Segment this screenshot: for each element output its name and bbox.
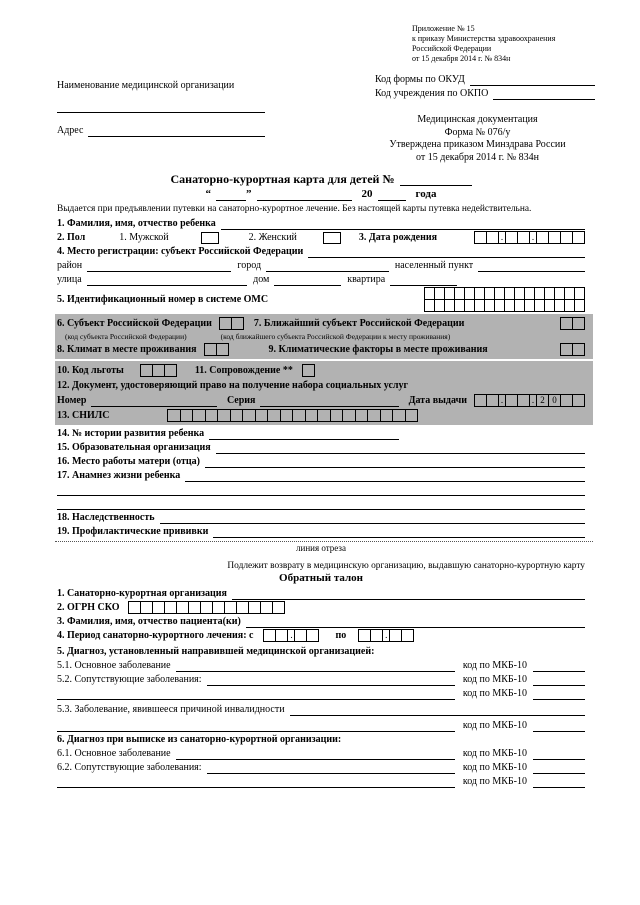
box-cell[interactable] xyxy=(305,409,319,422)
talon-5-label: 5. Диагноз, установленный направившей медицинской организацией: xyxy=(57,646,375,657)
field-12-label: 12. Документ, удостоверяющий право на получение набора социальных услуг xyxy=(57,380,409,391)
district-label: район xyxy=(57,260,83,271)
talon-5-3-line[interactable] xyxy=(290,703,585,716)
field-17-cont-line[interactable] xyxy=(57,483,585,496)
female-label: 2. Женский xyxy=(248,232,297,243)
field-6-boxes[interactable] xyxy=(219,317,244,330)
appendix-line: Приложение № 15 xyxy=(412,24,475,33)
apt-line[interactable] xyxy=(390,273,457,286)
talon-1-line[interactable] xyxy=(232,587,585,600)
box-cell[interactable]: . xyxy=(498,394,506,407)
org-name-label: Наименование медицинской организации xyxy=(57,80,235,91)
talon-6-1-row xyxy=(57,747,585,760)
okud-label: Код формы по ОКУД xyxy=(375,74,465,85)
talon-6-2-label: 6.2. Сопутствующие заболевания: xyxy=(57,762,202,773)
field-19-label: 19. Профилактические прививки xyxy=(57,526,209,537)
field-8-label: 8. Климат в месте проживания xyxy=(57,344,197,355)
box-cell[interactable] xyxy=(323,232,341,244)
ogrn-boxes[interactable] xyxy=(128,601,285,614)
sex-label: 2. Пол xyxy=(57,232,86,243)
talon-5-2-line[interactable] xyxy=(207,673,455,686)
field-1-line[interactable] xyxy=(221,217,585,230)
talon-6-heading xyxy=(57,733,585,746)
box-cell[interactable] xyxy=(572,231,585,244)
icd-label: код по МКБ-10 xyxy=(462,688,527,699)
talon-5-3-cont-row xyxy=(57,719,585,732)
icd-label: код по МКБ-10 xyxy=(462,720,527,731)
box-cell[interactable]: 2 xyxy=(536,394,549,407)
okud-row xyxy=(375,73,595,86)
field-8-boxes[interactable] xyxy=(204,343,229,356)
talon-title: Обратный талон xyxy=(279,572,363,584)
icd-code-line[interactable] xyxy=(533,747,585,760)
field-2-3-sex-dob xyxy=(57,231,585,244)
talon-5-2-label: 5.2. Сопутствующие заболевания: xyxy=(57,674,202,685)
field-14-line[interactable] xyxy=(209,427,399,440)
field-15-label: 15. Образовательная организация xyxy=(57,442,211,453)
box-cell[interactable] xyxy=(216,343,229,356)
field-12-detail-row xyxy=(57,394,585,407)
appendix-line: от 15 декабря 2014 г. № 834н xyxy=(412,54,511,63)
box-cell[interactable]: . xyxy=(498,231,506,244)
field-11-box[interactable] xyxy=(302,364,315,377)
talon-3-line[interactable] xyxy=(246,615,585,628)
org-name-line[interactable] xyxy=(57,100,265,113)
icd-label: код по МКБ-10 xyxy=(462,762,527,773)
field-1-label: 1. Фамилия, имя, отчество ребенка xyxy=(57,218,216,229)
talon-5-2-cont-row xyxy=(57,687,585,700)
box-cell[interactable] xyxy=(217,409,231,422)
box-cell[interactable] xyxy=(367,409,381,422)
apt-label: квартира xyxy=(347,274,386,285)
city-line[interactable] xyxy=(266,259,389,272)
field-7-note: (код ближайшего субъекта Российской Федерации к месту проживания) xyxy=(220,332,451,341)
talon-5-heading xyxy=(57,645,585,658)
icd-label: код по МКБ-10 xyxy=(462,674,527,685)
year-prefix: 20 xyxy=(361,188,373,200)
talon-5-1-row xyxy=(57,659,585,672)
field-5-oms xyxy=(57,287,585,312)
okpo-row xyxy=(375,87,595,100)
icd-code-line[interactable] xyxy=(533,673,585,686)
box-cell[interactable] xyxy=(280,409,294,422)
form-title: Санаторно-курортная карта для детей № xyxy=(170,172,395,186)
talon-6-2-line[interactable] xyxy=(207,761,455,774)
box-cell[interactable] xyxy=(164,364,177,377)
box-cell[interactable] xyxy=(401,629,414,642)
box-cell[interactable] xyxy=(392,409,406,422)
box-cell[interactable]: 0 xyxy=(548,394,561,407)
box-cell[interactable] xyxy=(292,409,306,422)
box-cell[interactable] xyxy=(572,343,585,356)
talon-6-label: 6. Диагноз при выписке из санаторно-курортной организации: xyxy=(57,734,342,745)
okpo-line[interactable] xyxy=(493,87,595,100)
gray-section-6-9 xyxy=(55,314,593,359)
icd-label: код по МКБ-10 xyxy=(462,748,527,759)
okud-block xyxy=(375,73,595,101)
settlement-label: населенный пункт xyxy=(394,260,474,271)
return-note: Подлежит возврату в медицинскую организацию, выдавшую санаторно-курортную карту xyxy=(227,561,585,571)
talon-3-row xyxy=(57,615,585,628)
box-cell[interactable] xyxy=(167,409,181,422)
field-14-row xyxy=(57,427,585,440)
field-5-label: 5. Идентификационный номер в системе ОМС xyxy=(57,294,269,305)
field-4-region xyxy=(57,245,585,258)
box-cell[interactable] xyxy=(255,409,269,422)
field-16-line[interactable] xyxy=(205,455,585,468)
talon-4-row xyxy=(57,629,585,642)
field-17-label: 17. Анамнез жизни ребенка xyxy=(57,470,181,481)
icd-label: код по МКБ-10 xyxy=(462,660,527,671)
address-row xyxy=(57,124,265,137)
box-cell[interactable] xyxy=(572,317,585,330)
field-4-label: 4. Место регистрации: субъект Российской Федерации xyxy=(57,246,304,257)
box-cell[interactable]: . xyxy=(529,231,537,244)
period-to-label: по xyxy=(335,630,347,641)
address-label: Адрес xyxy=(57,125,84,136)
box-cell[interactable] xyxy=(201,232,219,244)
appendix-line: к приказу Министерства здравоохранения xyxy=(412,34,556,43)
talon-5-3-label: 5.3. Заболевание, явившееся причиной инвалидности xyxy=(57,704,285,715)
field-15-line[interactable] xyxy=(216,441,585,454)
field-18-line[interactable] xyxy=(160,511,585,524)
field-17-cont-row-1 xyxy=(57,483,585,496)
doc-number-label: Номер xyxy=(57,395,87,406)
field-10-label: 10. Код льготы xyxy=(57,365,124,376)
form-subtitle: Выдается при предъявлении путевки на санаторно-курортное лечение. Без настоящей карты путевка недействительна. xyxy=(57,204,532,214)
box-cell[interactable] xyxy=(355,409,369,422)
icd-code-line[interactable] xyxy=(533,719,585,732)
doc-series-line[interactable] xyxy=(260,394,398,407)
street-line[interactable] xyxy=(87,273,247,286)
field-13-label: 13. СНИЛС xyxy=(57,410,110,421)
main-form xyxy=(57,172,585,789)
talon-6-2-row xyxy=(57,761,585,774)
doc-issue-date-boxes[interactable] xyxy=(474,394,585,407)
box-cell[interactable] xyxy=(272,601,285,614)
box-cell[interactable] xyxy=(306,629,319,642)
field-7-label: 7. Ближайший субъект Российской Федерации xyxy=(253,318,465,329)
quote-close: ” xyxy=(246,188,252,200)
talon-5-3-cont-line[interactable] xyxy=(57,719,455,732)
doc-issued-label: Дата выдачи xyxy=(408,395,467,406)
field-9-label: 9. Климатические факторы в месте проживания xyxy=(268,344,488,355)
icd-code-line[interactable] xyxy=(533,659,585,672)
field-1-fio xyxy=(57,217,585,230)
cut-line-label: линия отреза xyxy=(296,543,346,553)
appendix-block xyxy=(412,24,597,64)
okpo-label: Код учреждения по ОКПО xyxy=(375,88,489,99)
box-cell[interactable] xyxy=(180,409,194,422)
field-13-row xyxy=(57,409,585,422)
dob-label: 3. Дата рождения xyxy=(358,232,438,243)
field-17-row xyxy=(57,469,585,482)
appendix-line: Российской Федерации xyxy=(412,44,492,53)
talon-5-2-row xyxy=(57,673,585,686)
box-cell[interactable] xyxy=(342,409,356,422)
card-number-line[interactable] xyxy=(400,173,472,186)
month-line[interactable] xyxy=(257,188,352,201)
house-label: дом xyxy=(253,274,270,285)
field-7-boxes[interactable] xyxy=(560,317,585,330)
field-16-label: 16. Место работы матери (отца) xyxy=(57,456,200,467)
meddoc-line: от 15 декабря 2014 г. № 834н xyxy=(416,151,539,163)
field-6-label: 6. Субъект Российской Федерации xyxy=(57,318,212,329)
box-cell[interactable] xyxy=(574,299,585,312)
field-17-line[interactable] xyxy=(185,469,585,482)
talon-3-label: 3. Фамилия, имя, отчество пациента(ки) xyxy=(57,616,241,627)
field-16-row xyxy=(57,455,585,468)
year-line[interactable] xyxy=(378,188,406,201)
field-10-boxes[interactable] xyxy=(140,364,177,377)
field-6-note: (код субъекта Российской Федерации) xyxy=(65,332,187,341)
talon-6-1-line[interactable] xyxy=(176,747,455,760)
period-to-boxes[interactable] xyxy=(358,629,414,642)
box-cell[interactable] xyxy=(242,409,256,422)
talon-5-3-row xyxy=(57,703,585,716)
snils-boxes[interactable] xyxy=(167,409,418,422)
box-cell[interactable]: . xyxy=(382,629,390,642)
settlement-line[interactable] xyxy=(478,259,585,272)
icd-code-line[interactable] xyxy=(533,761,585,774)
field-19-line[interactable] xyxy=(213,525,585,538)
icd-code-line[interactable] xyxy=(533,687,585,700)
talon-4-label: 4. Период санаторно-курортного лечения: с xyxy=(57,630,254,641)
gray-section-10-13 xyxy=(55,361,593,425)
box-cell[interactable]: . xyxy=(287,629,295,642)
form-title-row xyxy=(57,172,585,186)
icd-label: код по МКБ-10 xyxy=(462,776,527,787)
talon-6-1-label: 6.1. Основное заболевание xyxy=(57,748,171,759)
field-18-label: 18. Наследственность xyxy=(57,512,155,523)
box-cell[interactable] xyxy=(317,409,331,422)
field-10-11-row xyxy=(57,364,585,377)
address-line[interactable] xyxy=(88,124,265,137)
city-label: город xyxy=(237,260,262,271)
talon-1-row xyxy=(57,587,585,600)
field-4-street-row xyxy=(57,273,585,286)
box-cell[interactable] xyxy=(231,317,244,330)
talon-5-1-line[interactable] xyxy=(176,659,455,672)
field-14-label: 14. № истории развития ребенка xyxy=(57,428,205,439)
doc-series-label: Серия xyxy=(226,395,256,406)
doc-number-line[interactable] xyxy=(91,394,217,407)
street-label: улица xyxy=(57,274,82,285)
male-label: 1. Мужской xyxy=(119,232,169,243)
okud-line[interactable] xyxy=(470,73,595,86)
cut-line xyxy=(55,541,593,542)
field-9-boxes[interactable] xyxy=(560,343,585,356)
day-line[interactable] xyxy=(216,188,246,201)
talon-2-row xyxy=(57,601,585,614)
field-4-district-row xyxy=(57,259,585,272)
icd-code-line[interactable] xyxy=(533,775,585,788)
field-6-7-row xyxy=(57,317,585,330)
box-cell[interactable] xyxy=(230,409,244,422)
talon-1-label: 1. Санаторно-курортная организация xyxy=(57,588,227,599)
box-cell[interactable] xyxy=(330,409,344,422)
year-suffix: года xyxy=(415,188,437,200)
box-cell[interactable] xyxy=(380,409,394,422)
female-checkbox[interactable] xyxy=(323,232,341,244)
field-17-cont-line[interactable] xyxy=(57,497,585,510)
box-cell[interactable]: . xyxy=(529,394,537,407)
oms-row-2[interactable] xyxy=(424,299,585,312)
field-6-7-notes xyxy=(57,332,585,341)
box-cell[interactable] xyxy=(572,394,585,407)
dob-boxes[interactable] xyxy=(474,231,585,244)
oms-grid[interactable] xyxy=(424,287,585,312)
meddoc-line: Утверждена приказом Минздрава России xyxy=(389,139,566,150)
field-11-label: 11. Сопровождение ** xyxy=(194,365,293,376)
talon-6-2-cont-line[interactable] xyxy=(57,775,455,788)
talon-5-2-cont-line[interactable] xyxy=(57,687,455,700)
field-8-9-row xyxy=(57,343,585,356)
field-17-cont-row-2 xyxy=(57,497,585,510)
meddoc-line: Форма № 076/у xyxy=(444,126,511,138)
field-15-row xyxy=(57,441,585,454)
period-from-boxes[interactable] xyxy=(263,629,319,642)
field-19-row xyxy=(57,525,585,538)
field-18-row xyxy=(57,511,585,524)
box-cell[interactable] xyxy=(205,409,219,422)
talon-6-2-cont-row xyxy=(57,775,585,788)
field-12-row xyxy=(57,379,585,392)
district-line[interactable] xyxy=(87,259,231,272)
meddoc-line: Медицинская документация xyxy=(417,114,538,125)
box-cell[interactable] xyxy=(192,409,206,422)
house-line[interactable] xyxy=(274,273,341,286)
meddoc-block xyxy=(360,114,595,164)
box-cell[interactable] xyxy=(267,409,281,422)
male-checkbox[interactable] xyxy=(201,232,219,244)
talon-5-1-label: 5.1. Основное заболевание xyxy=(57,660,171,671)
box-cell[interactable] xyxy=(405,409,419,422)
form-date-row xyxy=(57,188,585,201)
quote-open: “ xyxy=(205,188,212,200)
field-4-line[interactable] xyxy=(308,245,585,258)
talon-2-label: 2. ОГРН СКО xyxy=(57,602,120,613)
box-cell[interactable] xyxy=(302,364,315,377)
